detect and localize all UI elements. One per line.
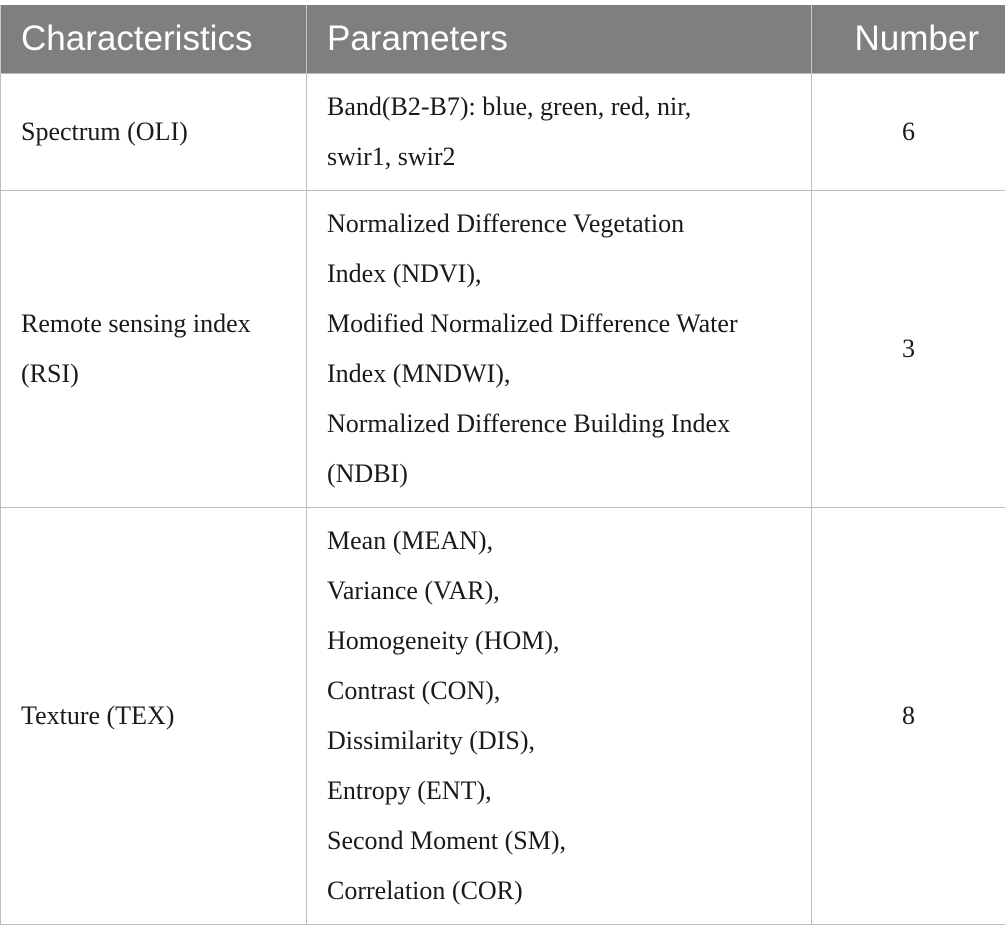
- characteristics-cell: [1, 190, 307, 507]
- number-cell: 6: [812, 73, 1005, 190]
- table-row: [1, 73, 1005, 190]
- parameters-cell: [307, 190, 812, 507]
- header-number: Number: [812, 5, 1005, 73]
- parameter-line: Mean (MEAN),: [327, 525, 494, 555]
- characteristics-cell: [1, 73, 307, 190]
- number-cell: 3: [812, 190, 1005, 507]
- header-characteristics: Characteristics: [1, 5, 307, 73]
- parameter-line: Normalized Difference Building Index: [327, 408, 731, 438]
- parameter-line: (NDBI): [327, 458, 408, 488]
- number-cell: 8: [812, 507, 1005, 924]
- parameter-line: Modified Normalized Difference Water: [327, 308, 738, 338]
- parameter-line: Second Moment (SM),: [327, 825, 567, 855]
- feature-table: [0, 5, 1005, 925]
- characteristics-text: Texture (TEX): [21, 700, 175, 730]
- parameter-line: Contrast (CON),: [327, 675, 501, 705]
- characteristics-text: (RSI): [21, 358, 79, 388]
- header-row: [1, 5, 1005, 73]
- parameter-line: Normalized Difference Vegetation: [327, 208, 685, 238]
- table-header: [1, 5, 1005, 73]
- parameter-line: swir1, swir2: [327, 141, 456, 171]
- header-parameters: Parameters: [307, 5, 812, 73]
- table-row: [1, 190, 1005, 507]
- characteristics-text: Remote sensing index: [21, 308, 251, 338]
- characteristics-cell: [1, 507, 307, 924]
- parameter-line: Index (MNDWI),: [327, 358, 511, 388]
- parameter-line: Correlation (COR): [327, 875, 523, 905]
- parameter-line: Dissimilarity (DIS),: [327, 725, 535, 755]
- table-row: [1, 507, 1005, 924]
- table-body: [1, 73, 1005, 924]
- parameter-line: Index (NDVI),: [327, 258, 482, 288]
- parameter-line: Entropy (ENT),: [327, 775, 492, 805]
- parameters-cell: [307, 507, 812, 924]
- parameter-line: Band(B2-B7): blue, green, red, nir,: [327, 91, 692, 121]
- parameter-line: Variance (VAR),: [327, 575, 500, 605]
- parameter-line: Homogeneity (HOM),: [327, 625, 560, 655]
- parameters-cell: [307, 73, 812, 190]
- characteristics-text: Spectrum (OLI): [21, 116, 188, 146]
